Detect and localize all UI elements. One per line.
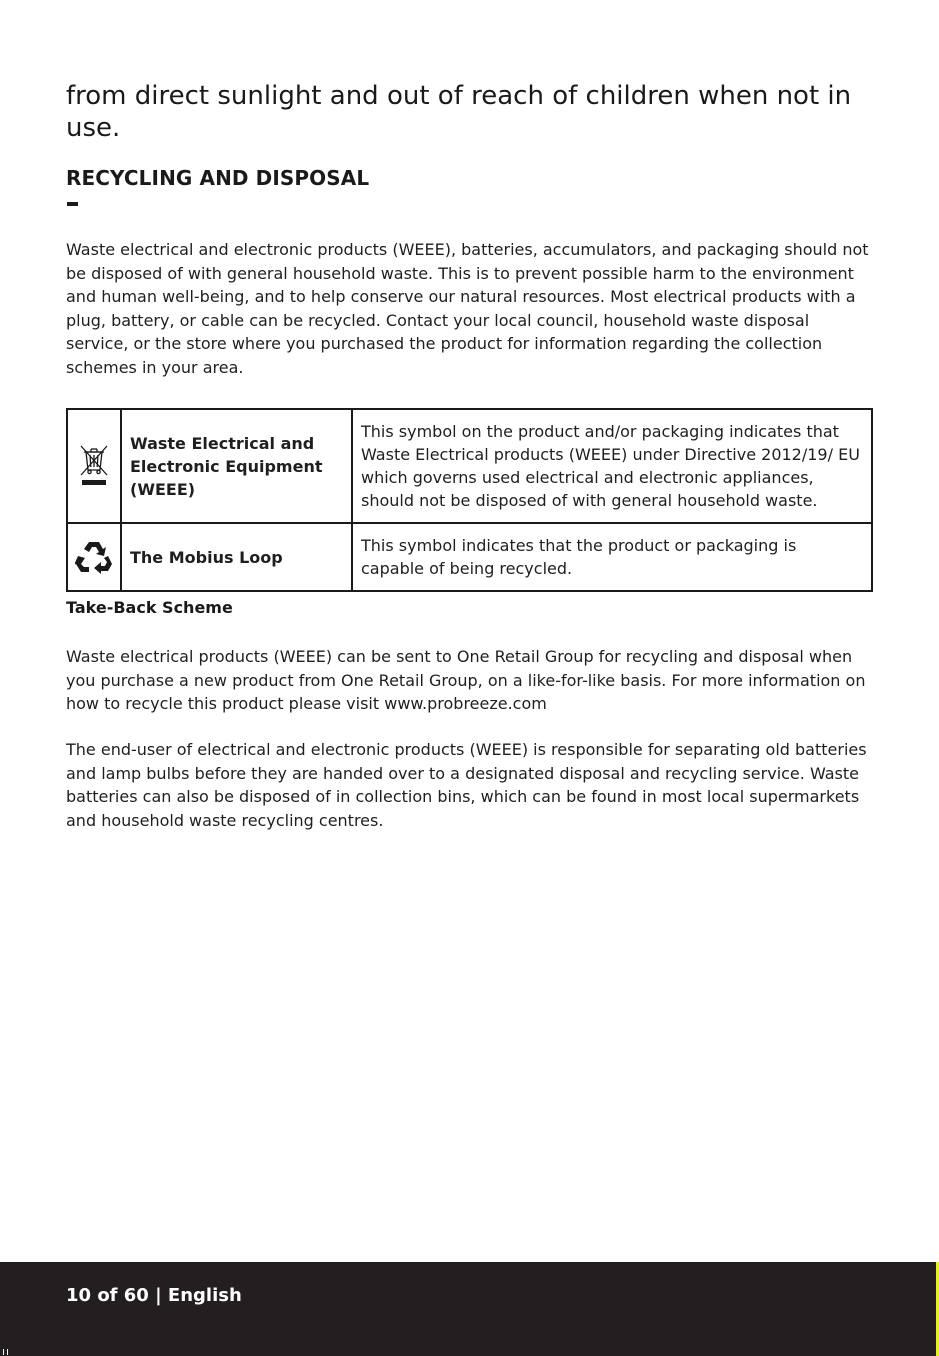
crossed-out-wheelie-bin-icon (68, 443, 120, 489)
weee-icon-cell (67, 409, 121, 523)
mobius-icon-cell (67, 523, 121, 591)
mobius-loop-recycle-icon (68, 539, 120, 575)
mobius-name: The Mobius Loop (121, 523, 352, 591)
weee-description: This symbol on the product and/or packaging indicates that Waste Electrical products (WEEE) under Directive 2012/19/ EU which governs used electrical and electronic appliances, should not be disposed of with general household waste. (352, 409, 872, 523)
take-back-paragraph: Waste electrical products (WEEE) can be sent to One Retail Group for recycling and disposal when you purchase a new product from One Retail Group, on a like-for-like basis. For more information on how to recycle this product please visit www.probreeze.com (66, 647, 866, 713)
recycling-paragraph: Waste electrical and electronic products (WEEE), batteries, accumulators, and packaging should not be disposed of with general household waste. This is to prevent possible harm to the environment and human well-being, and to help conserve our natural resources. Most electrical products with a plug, battery, or cable can be recycled. Contact your local council, household waste disposal service, or the store where you purchased the product for information regarding the collection schemes in your area. (66, 240, 869, 377)
section-heading: RECYCLING AND DISPOSAL (66, 166, 370, 190)
end-user-paragraph: The end-user of electrical and electronic products (WEEE) is responsible for separating old batteries and lamp bulbs before they are handed over to a designated disposal and recycling service. Waste batteries can also be disposed of in collection bins, which can be found in most local supermarkets and household waste recycling centres. (66, 740, 867, 830)
mobius-description: This symbol indicates that the product or packaging is capable of being recycled. (352, 523, 872, 591)
take-back-heading: Take-Back Scheme (66, 598, 233, 617)
symbols-table (66, 408, 873, 592)
heading-underline-bar (67, 202, 78, 206)
page-footer (0, 1262, 939, 1356)
weee-name: Waste Electrical and Electronic Equipment (WEEE) (121, 409, 352, 523)
table-row (67, 409, 872, 523)
intro-text: from direct sunlight and out of reach of children when not in use. (66, 81, 852, 143)
page-number-label: 10 of 60 | English (66, 1285, 242, 1306)
table-row (67, 523, 872, 591)
corner-crop-mark (3, 1349, 8, 1355)
